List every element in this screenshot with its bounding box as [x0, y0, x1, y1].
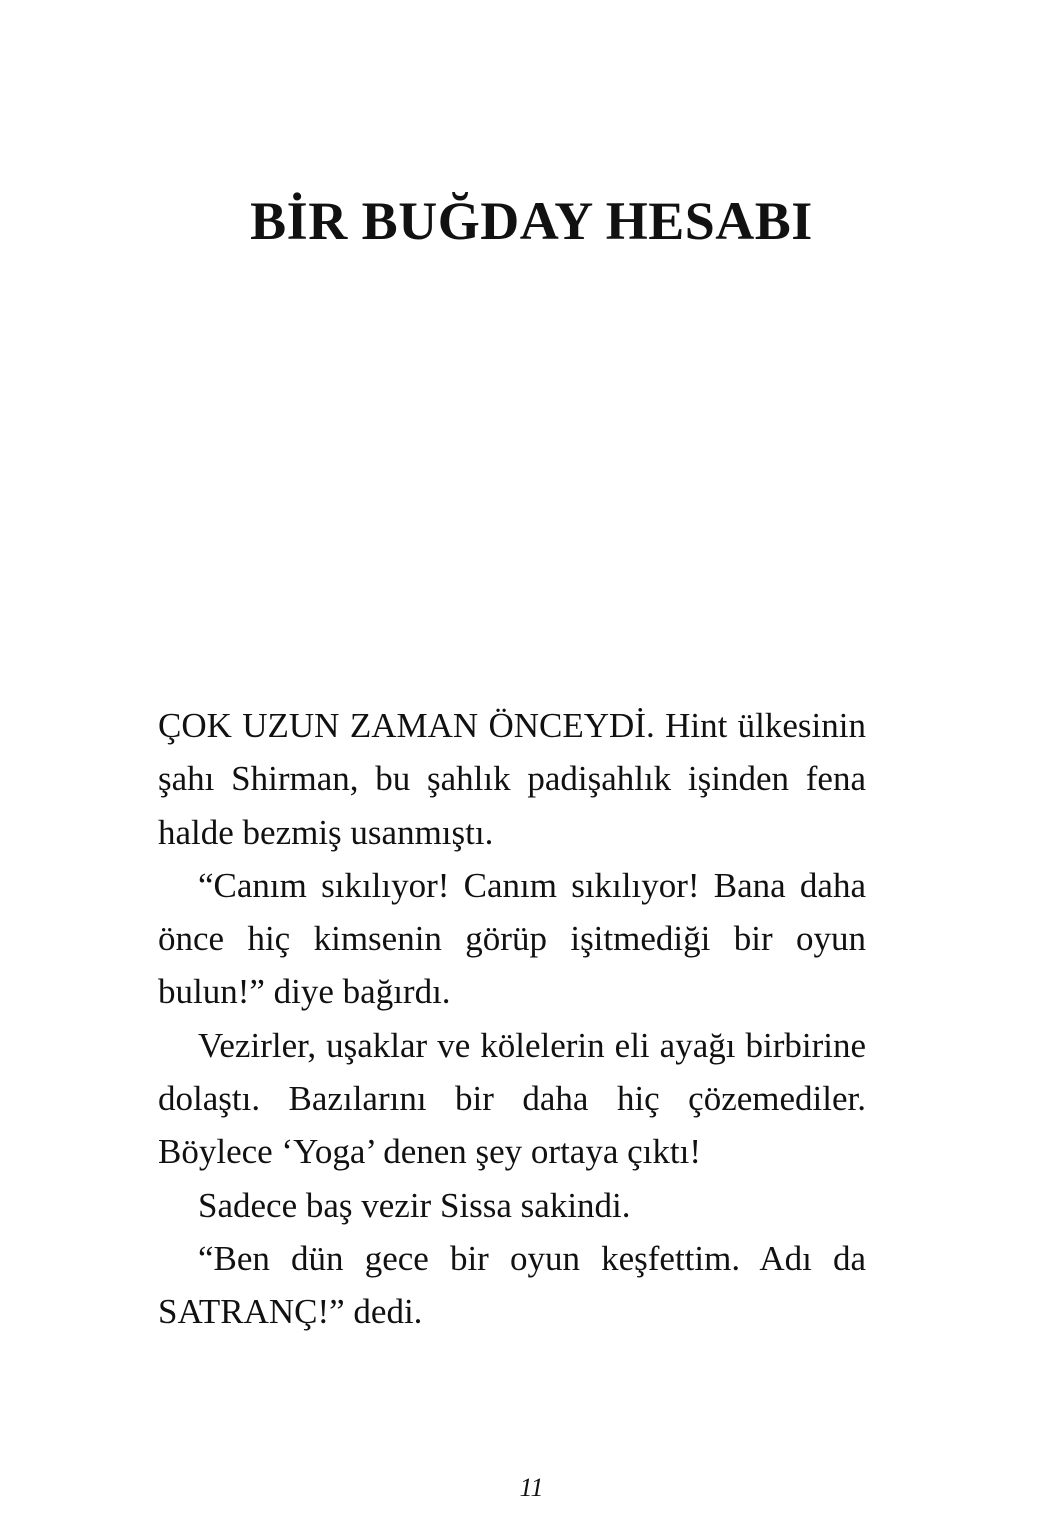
paragraph-1: ÇOK UZUN ZAMAN ÖNCEYDİ. Hint ülkesinin şahı Shirman, bu şahlık padişahlık işinden fena halde bezmiş usanmıştı. — [158, 706, 866, 852]
page-number: 11 — [519, 1473, 544, 1502]
paragraph-5: “Ben dün gece bir oyun keşfettim. Adı da SATRANÇ!” dedi. — [158, 1238, 866, 1332]
paragraph-4: Sadece baş vezir Sissa sakindi. — [198, 1185, 631, 1225]
chapter-title: BİR BUĞDAY HESABI — [250, 191, 813, 251]
paragraph-3: Vezirler, uşaklar ve kölelerin eli ayağı birbirine dolaştı. Bazılarını bir daha hiç çözemediler. Böylece ‘Yoga’ denen şey ortaya çıktı! — [158, 1025, 866, 1172]
paragraph-2: “Canım sıkılıyor! Canım sıkılıyor! Bana daha önce hiç kimsenin görüp işitmediği bir oyun bulun!” diye bağırdı. — [158, 865, 866, 1012]
body-text — [158, 699, 866, 1339]
